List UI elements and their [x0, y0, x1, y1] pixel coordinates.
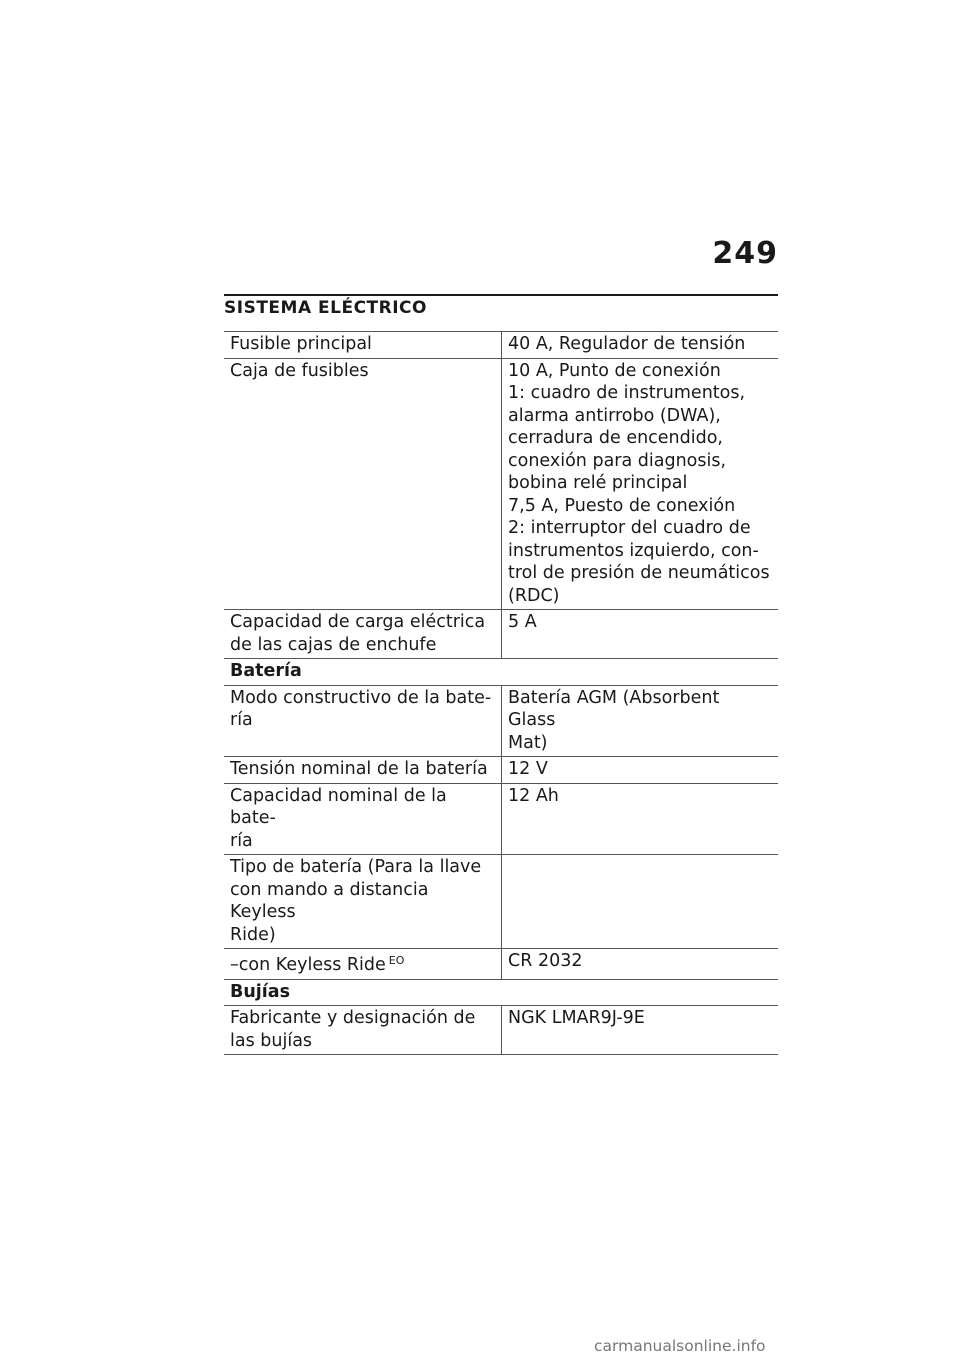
equipment-superscript: EO: [388, 954, 405, 967]
row-value: [502, 685, 779, 757]
section-rule: [224, 294, 778, 296]
row-value: 12 Ah: [502, 783, 779, 855]
row-value: [502, 358, 779, 610]
row-label: Fusible principal: [224, 332, 502, 359]
value-line: alarma antirrobo (DWA),: [508, 405, 721, 426]
table-row: [224, 855, 778, 949]
value-line: 10 A, Punto de conexión: [508, 360, 721, 381]
table-row: [224, 358, 778, 610]
table-row: [224, 949, 778, 980]
table-row: [224, 332, 778, 359]
table-row: [224, 1006, 778, 1055]
value-line: instrumentos izquierdo, con-: [508, 540, 759, 561]
label-line: Tipo de batería (Para la llave: [230, 857, 482, 877]
subsection-heading-bateria: Batería: [224, 659, 778, 686]
label-line: Capacidad nominal de la bate-: [230, 785, 447, 828]
value-line: 2: interruptor del cuadro de: [508, 518, 751, 538]
row-label: [224, 1006, 502, 1055]
page-number: 249: [712, 236, 778, 271]
value-line: Batería AGM (Absorbent Glass: [508, 687, 720, 730]
row-label: [224, 783, 502, 855]
value-line: Mat): [508, 732, 548, 753]
row-value: 5 A: [502, 610, 779, 659]
label-line: las bujías: [230, 1030, 313, 1051]
value-line: 1: cuadro de instrumentos,: [508, 383, 746, 403]
row-label: [224, 855, 502, 949]
row-label: Tensión nominal de la batería: [224, 757, 502, 784]
value-line: (RDC): [508, 585, 560, 606]
label-line: Modo constructivo de la bate-: [230, 687, 492, 708]
label-line: de las cajas de enchufe: [230, 634, 437, 655]
value-line: 7,5 A, Puesto de conexión: [508, 495, 736, 516]
label-text: –con Keyless Ride: [230, 955, 386, 975]
table-row: [224, 610, 778, 659]
value-line: bobina relé principal: [508, 473, 688, 493]
label-line: Capacidad de carga eléctrica: [230, 612, 486, 632]
row-label: [224, 949, 502, 980]
label-line: con mando a distancia Keyless: [230, 879, 429, 922]
value-line: conexión para diagnosis,: [508, 450, 727, 471]
row-value: [502, 855, 779, 949]
value-line: cerradura de encendido,: [508, 428, 723, 448]
row-value: 12 V: [502, 757, 779, 784]
spec-table: [224, 331, 778, 1055]
subsection-heading-bujias: Bujías: [224, 979, 778, 1006]
row-label: [224, 610, 502, 659]
label-line: Ride): [230, 924, 276, 945]
row-value: 40 A, Regulador de tensión: [502, 332, 779, 359]
value-line: trol de presión de neumáticos: [508, 563, 770, 583]
row-value: NGK LMAR9J-9E: [502, 1006, 779, 1055]
table-section-row: [224, 979, 778, 1006]
table-section-row: [224, 659, 778, 686]
label-line: Fabricante y designación de: [230, 1008, 476, 1028]
label-line: ría: [230, 710, 253, 730]
table-row: [224, 685, 778, 757]
row-value: CR 2032: [502, 949, 779, 980]
table-row: [224, 783, 778, 855]
row-label: Caja de fusibles: [224, 358, 502, 610]
watermark: carmanualsonline.info: [594, 1337, 766, 1355]
label-line: ría: [230, 830, 253, 851]
row-label: [224, 685, 502, 757]
table-row: [224, 757, 778, 784]
section-title: SISTEMA ELÉCTRICO: [224, 298, 427, 318]
